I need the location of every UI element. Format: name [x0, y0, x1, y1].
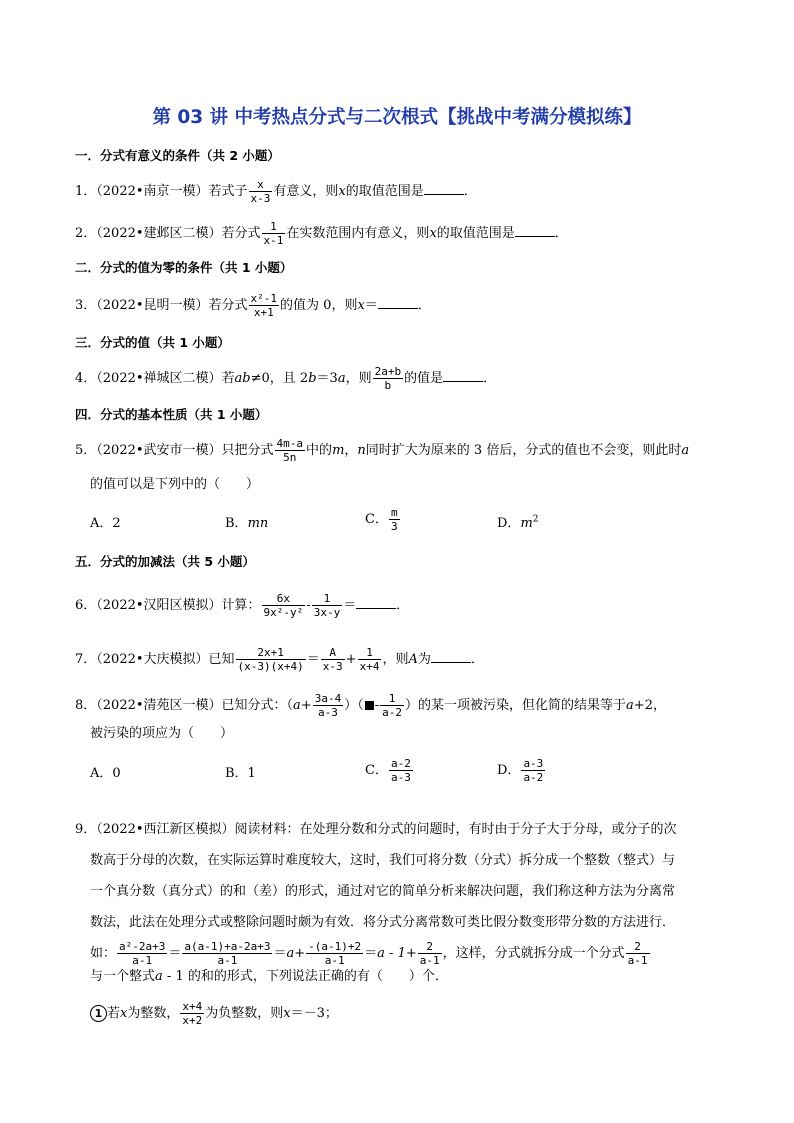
q7-f1-numerator: 2x+1: [236, 646, 306, 660]
q9-item1-x: x: [120, 1006, 128, 1021]
q1-tail: 的取值范围是: [345, 184, 424, 199]
q7-tail: 为: [417, 652, 431, 667]
q5-mid2: 同时扩大为原来的 3 倍后，分式的值也不会变，则此时: [365, 443, 682, 458]
q2-answer-blank: [515, 224, 555, 237]
q9-line-1: 9．（2022•西江新区模拟）阅读材料：在处理分数和分式的问题时，有时由于分子大于分母，或分子的次: [75, 822, 677, 837]
q1-num: 1．: [75, 184, 97, 199]
q9-line-6: [90, 969, 448, 985]
q9-line6-a: a: [155, 969, 163, 984]
q6-source: （2022•汉阳区模拟）计算：: [96, 598, 261, 613]
q5-m: m: [332, 443, 345, 458]
q6-f1-denominator: 9x²-y²: [263, 606, 304, 619]
question-7: [75, 646, 484, 673]
q8-source: （2022•清苑区一模）已知分式：（: [96, 698, 294, 713]
q9-f4-denominator: a-1: [419, 954, 440, 967]
q5-option-b-label: B．: [225, 516, 248, 531]
q6-f2-numerator: 1: [312, 592, 343, 606]
q9-eq1: ＝: [168, 946, 182, 961]
q2-denominator: x-1: [263, 234, 284, 247]
section-heading-2: 二．分式的值为零的条件（共 1 小题）: [75, 260, 293, 275]
q7-f2-denominator: x-3: [322, 660, 343, 673]
q2-numerator: 1: [262, 220, 286, 234]
q4-a: a: [337, 371, 346, 386]
q8-option-c-numerator: a-2: [390, 757, 411, 770]
q9-fraction-3: [306, 940, 363, 967]
q9-f3-numerator: -(a-1)+2: [308, 940, 362, 953]
q2-end: ．: [554, 226, 568, 241]
q8-f2-denominator: a-2: [382, 706, 403, 719]
q9-line6-mid: - 1 的和的形式，下列说法正确的有（ ）个．: [162, 969, 448, 984]
q8-f1-denominator: a-3: [318, 706, 338, 719]
q7-eq: ＝: [306, 652, 320, 667]
q3-tail: ＝: [364, 298, 378, 313]
q5-option-a: A．2: [90, 516, 121, 531]
q5-option-c-numerator: m: [390, 506, 398, 519]
q7-num: 7．: [75, 652, 97, 667]
q9-eq3: ＝: [364, 946, 378, 961]
q9-item1-prefix: 若: [107, 1006, 121, 1021]
q9-fraction-5: [626, 940, 650, 967]
q5-a: a: [681, 443, 690, 458]
section-heading-3: 三．分式的值（共 1 小题）: [75, 335, 230, 350]
q5-option-b-value: mn: [247, 516, 269, 531]
q6-end: ．: [396, 598, 410, 613]
q4-end: ．: [483, 371, 497, 386]
question-3: [75, 292, 431, 319]
q5-source: （2022•武安市一模）只把分式: [96, 443, 274, 458]
q4-b: b: [308, 371, 317, 386]
q9-f5-numerator: 2: [626, 940, 650, 954]
q4-then: ，则: [345, 371, 372, 386]
q1-var: x: [338, 184, 346, 199]
q8-option-a: A．0: [90, 766, 121, 781]
q9-f3-denominator: a-1: [324, 954, 345, 967]
q8-f1-numerator: 3a-4: [314, 692, 342, 705]
q5-option-c-label: C．: [365, 512, 388, 527]
q6-eq: ＝: [343, 598, 357, 613]
q4-ab: ab: [234, 371, 251, 386]
q9-fraction-4: [418, 940, 442, 967]
q5-option-c: [365, 506, 401, 533]
q8-tail2: +2，: [633, 698, 666, 713]
q8-fraction-1: [313, 692, 344, 719]
q5-comma: ，: [344, 443, 358, 458]
q8-tail: ）的某一项被污染，但化简的结果等于: [405, 698, 627, 713]
q8-minus: -: [374, 698, 380, 713]
q1-answer-blank: [424, 182, 464, 195]
q1-mid: 有意义，则: [273, 184, 339, 199]
q8-option-d-denominator: a-2: [523, 771, 544, 784]
q7-plus: +: [345, 652, 357, 667]
q8-option-d-numerator: a-3: [523, 757, 544, 770]
q1-fraction: [249, 178, 273, 205]
q7-A: A: [408, 652, 418, 667]
q5-option-d-exponent: 2: [532, 514, 539, 525]
q4-num: 4．: [75, 371, 97, 386]
q9-example-prefix: 如：: [90, 946, 117, 961]
q8-a2: a: [626, 698, 634, 713]
q3-numerator: x²-1: [250, 292, 278, 305]
q7-source: （2022•大庆模拟）已知: [96, 652, 235, 667]
q8-line2: 被污染的项应为（ ）: [90, 726, 234, 741]
q7-f3-denominator: x+4: [359, 660, 380, 673]
q9-f2-numerator: a(a-1)+a-2a+3: [184, 940, 271, 953]
question-1: [75, 178, 477, 205]
q7-fraction-2: [321, 646, 345, 673]
question-8: [75, 692, 666, 719]
q9-a-plus: a+: [286, 946, 306, 961]
q6-answer-blank: [356, 596, 396, 609]
q1-denominator: x-3: [250, 192, 271, 205]
q5-fraction: [275, 437, 306, 464]
q5-numerator: 4m-a: [276, 437, 304, 450]
q6-num: 6．: [75, 598, 97, 613]
q2-var: x: [429, 226, 437, 241]
q5-option-c-denominator: 3: [390, 520, 398, 533]
q2-tail: 的取值范围是: [436, 226, 515, 241]
q6-fraction-1: [262, 592, 306, 619]
smudge-square-icon: [365, 701, 374, 710]
q8-a: a: [293, 698, 301, 713]
q5-option-d-label: D．: [497, 516, 521, 531]
q8-option-d: [497, 757, 546, 784]
q9-line-2: 数高于分母的次数，在实际运算时难度较大，这时，我们可将分数（分式）拆分成一个整数（整式）与: [90, 853, 676, 868]
q4-eq: ＝3: [316, 371, 338, 386]
q9-item-1: [90, 1000, 338, 1027]
q6-fraction-2: [312, 592, 343, 619]
q7-end: ．: [470, 652, 484, 667]
q3-fraction: [249, 292, 280, 319]
section-heading-1: 一．分式有意义的条件（共 2 小题）: [75, 148, 280, 163]
q5-option-d: [497, 512, 539, 531]
q8-option-c-denominator: a-3: [390, 771, 411, 784]
q3-denominator: x+1: [253, 306, 274, 319]
q3-source: （2022•昆明一模）若分式: [96, 298, 248, 313]
q5-line2: 的值可以是下列中的（ ）: [90, 477, 260, 492]
q2-fraction: [262, 220, 286, 247]
q8-mid: ）（: [344, 698, 364, 713]
q9-line-4: 数法，此法在处理分式或整除问题时颇为有效．将分式分离常数可类比假分数变形带分数的方法进行．: [90, 915, 676, 930]
question-6: [75, 592, 409, 619]
q1-numerator: x: [249, 178, 273, 192]
q8-option-c-label: C．: [365, 763, 388, 778]
q4-fraction: [373, 365, 404, 392]
q9-item1-denominator: x+2: [182, 1014, 203, 1027]
q9-f1-numerator: a²-2a+3: [119, 940, 166, 953]
q8-option-d-fraction: [521, 757, 545, 784]
q6-f2-denominator: 3x-y: [313, 606, 341, 619]
question-5: [75, 437, 689, 464]
q8-num: 8．: [75, 698, 97, 713]
q4-denominator: b: [384, 379, 392, 392]
section-heading-4: 四．分式的基本性质（共 1 小题）: [75, 407, 268, 422]
q7-fraction-1: [236, 646, 306, 673]
q7-f3-numerator: 1: [358, 646, 382, 660]
q3-var: x: [357, 298, 365, 313]
q9-item1-x2: x: [283, 1006, 291, 1021]
q8-option-c: [365, 757, 414, 784]
q5-num: 5．: [75, 443, 97, 458]
q9-item1-mid: 为整数，: [127, 1006, 180, 1021]
q8-plus: +: [300, 698, 312, 713]
circled-one-icon: 1: [90, 1005, 107, 1022]
question-2: [75, 220, 568, 247]
q9-item1-tail: 为负整数，则: [205, 1006, 284, 1021]
q1-end: ．: [463, 184, 477, 199]
q9-item1-end: ＝－3；: [290, 1006, 338, 1021]
q8-option-d-label: D．: [497, 763, 521, 778]
q7-f1-denominator: (x-3)(x+4): [237, 660, 304, 673]
q3-answer-blank: [378, 296, 418, 309]
q9-a-minus: a - 1+: [377, 946, 417, 961]
q9-line-5: [90, 940, 651, 967]
q4-source: （2022•禅城区二模）若: [96, 371, 235, 386]
q5-option-b: [225, 512, 268, 531]
q9-fraction-2: [182, 940, 272, 967]
q8-option-b: B．1: [225, 766, 256, 781]
q5-denominator: 5n: [283, 451, 297, 464]
q5-option-c-fraction: [389, 506, 400, 533]
section-heading-5: 五．分式的加减法（共 5 小题）: [75, 554, 255, 569]
q4-answer-blank: [443, 369, 483, 382]
q9-item1-numerator: x+4: [182, 1000, 203, 1013]
q7-mid: ，则: [382, 652, 409, 667]
q5-option-d-value: m: [520, 516, 533, 531]
q5-mid1: 中的: [306, 443, 333, 458]
question-4: [75, 365, 496, 392]
q5-n: n: [357, 443, 366, 458]
q9-eq2: ＝: [273, 946, 287, 961]
q2-mid: 在实数范围内有意义，则: [286, 226, 430, 241]
q9-line-3: 一个真分数（真分式）的和（差）的形式，通过对它的简单分析来解决问题，我们称这种方法为分离常: [90, 884, 676, 899]
q9-line5-tail: ，这样，分式就拆分成一个分式: [442, 946, 625, 961]
q8-fraction-2: [380, 692, 404, 719]
q8-f2-numerator: 1: [380, 692, 404, 706]
q6-minus: -: [306, 598, 311, 613]
q9-f2-denominator: a-1: [217, 954, 238, 967]
q4-numerator: 2a+b: [374, 365, 402, 378]
q7-answer-blank: [431, 650, 471, 663]
q9-f5-denominator: a-1: [627, 954, 648, 967]
q4-tail: 的值是: [404, 371, 444, 386]
q7-f2-numerator: A: [321, 646, 345, 660]
q9-line6-prefix: 与一个整式: [90, 969, 156, 984]
q3-mid: 的值为 0，则: [280, 298, 358, 313]
q7-fraction-3: [358, 646, 382, 673]
q3-end: ．: [417, 298, 431, 313]
q2-source: （2022•建邺区二模）若分式: [96, 226, 261, 241]
q8-option-c-fraction: [389, 757, 413, 784]
q9-item1-fraction: [180, 1000, 204, 1027]
page-title: 第 03 讲 中考热点分式与二次根式【挑战中考满分模拟练】: [152, 107, 642, 128]
q1-source: （2022•南京一模）若式子: [96, 184, 248, 199]
q3-num: 3．: [75, 298, 97, 313]
q6-f1-numerator: 6x: [262, 592, 306, 606]
q4-ne: ≠0，且 2: [250, 371, 309, 386]
q2-num: 2．: [75, 226, 97, 241]
q9-f4-numerator: 2: [418, 940, 442, 954]
q9-fraction-1: [117, 940, 167, 967]
q9-f1-denominator: a-1: [132, 954, 153, 967]
